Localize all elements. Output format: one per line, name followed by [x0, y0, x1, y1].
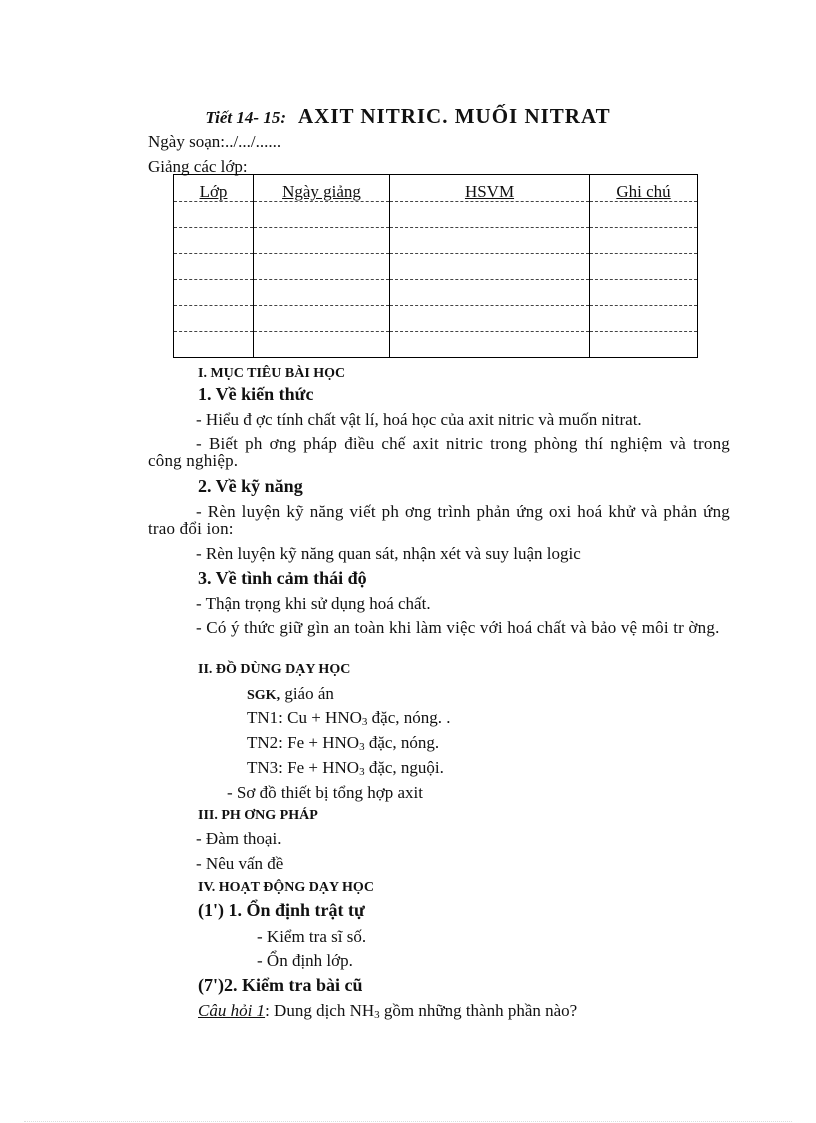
table-cell: [390, 228, 590, 254]
table-cell: [174, 228, 254, 254]
experiment-2: [247, 733, 439, 753]
page-bottom-divider: [24, 1121, 792, 1122]
lesson-title: [0, 104, 816, 129]
table-cell: [174, 280, 254, 306]
question-text: : Dung dịch NH: [265, 1001, 375, 1020]
experiment-3-sub: 3: [359, 766, 365, 778]
experiment-1-rest: đặc, nóng. .: [367, 708, 451, 727]
experiment-2-rest: đặc, nóng.: [364, 733, 440, 752]
method-item-1: - Đàm thoại.: [196, 829, 282, 848]
table-cell: [590, 202, 698, 228]
experiment-2-label: TN2: Fe + HNO: [247, 733, 360, 752]
experiment-2-sub: 3: [359, 741, 365, 753]
table-cell: [390, 306, 590, 332]
section-objectives-heading: I. MỤC TIÊU BÀI HỌC: [198, 366, 346, 381]
table-cell: [390, 280, 590, 306]
table-cell: [174, 332, 254, 358]
step1-item-1: - Kiểm tra sĩ số.: [257, 927, 367, 946]
lesson-name: AXIT NITRIC. MUỐI NITRAT: [297, 104, 611, 128]
table-cell: [590, 228, 698, 254]
lesson-number: Tiết 14- 15:: [205, 108, 286, 127]
experiment-1-sub: 3: [361, 716, 368, 728]
experiment-1-label: TN1: Cu + HNO: [247, 708, 362, 727]
table-cell: [390, 332, 590, 358]
table-cell: [254, 306, 390, 332]
prep-date: Ngày soạn:../.../......: [148, 132, 282, 151]
experiment-3-label: TN3: Fe + HNO: [247, 758, 360, 777]
materials-diagram: - Sơ đồ thiết bị tổng hợp axit: [227, 783, 423, 802]
table-row: [174, 306, 698, 332]
knowledge-heading: 1. Về kiến thức: [198, 384, 314, 404]
skills-item-1: - Rèn luyện kỹ năng viết ph ơng trình phản ứng oxi hoá khử và phản ứng trao đổi ion:: [148, 502, 730, 538]
table-cell: [254, 280, 390, 306]
class-schedule-table: [173, 174, 698, 358]
skills-item-2: - Rèn luyện kỹ năng quan sát, nhận xét và suy luận logic: [196, 544, 581, 563]
table-row: [174, 202, 698, 228]
knowledge-item-1: - Hiểu đ ợc tính chất vật lí, hoá học của axit nitric và muốn nitrat.: [196, 410, 642, 429]
table-cell: [174, 254, 254, 280]
knowledge-item-2: - Biết ph ơng pháp điều chế axit nitric trong phòng thí nghiệm và trong công nghiệp.: [148, 434, 730, 470]
col-header-notes: Ghi chú: [590, 175, 698, 202]
table-cell: [254, 228, 390, 254]
section-activities-heading: IV. HOẠT ĐỘNG DẠY HỌC: [198, 880, 374, 895]
table-cell: [254, 254, 390, 280]
table-cell: [590, 254, 698, 280]
experiment-3: [247, 758, 444, 778]
table-row: [174, 332, 698, 358]
table-cell: [390, 254, 590, 280]
table-cell: [174, 202, 254, 228]
question-1: [198, 1001, 577, 1021]
classes-label: Giảng các lớp:: [148, 157, 248, 176]
skills-heading: 2. Về kỹ năng: [198, 476, 303, 496]
question-label: Câu hỏi 1: [198, 1001, 266, 1020]
table-cell: [590, 280, 698, 306]
section-methods-heading: III. PH ƠNG PHÁP: [198, 808, 318, 823]
table-cell: [390, 202, 590, 228]
sgk-label: SGK,: [247, 688, 281, 703]
col-header-class: Lớp: [174, 175, 254, 202]
table-cell: [590, 332, 698, 358]
table-cell: [254, 332, 390, 358]
method-item-2: - Nêu vấn đề: [196, 854, 284, 873]
table-row: [174, 254, 698, 280]
step2-heading: (7')2. Kiểm tra bài cũ: [198, 975, 363, 995]
table-cell: [254, 202, 390, 228]
section-materials-heading: II. ĐỒ DÙNG DẠY HỌC: [198, 662, 351, 677]
question-rest: gồm những thành phần nào?: [379, 1001, 578, 1020]
attitude-item-2: - Có ý thức giữ gìn an toàn khi làm việc với hoá chất và bảo vệ môi tr ờng.: [196, 618, 720, 637]
question-sub: 3: [374, 1009, 380, 1021]
step1-item-2: - Ổn định lớp.: [257, 951, 353, 970]
table-cell: [174, 306, 254, 332]
table-cell: [590, 306, 698, 332]
col-header-absent: HSVM: [390, 175, 590, 202]
attitude-item-1: - Thận trọng khi sử dụng hoá chất.: [196, 594, 431, 613]
experiment-1: [247, 708, 451, 728]
attitude-heading: 3. Về tình cảm thái độ: [198, 568, 367, 588]
col-header-date: Ngày giảng: [254, 175, 390, 202]
table-row: [174, 228, 698, 254]
step1-heading: (1') 1. Ổn định trật tự: [198, 900, 365, 920]
sgk-rest: giáo án: [280, 684, 334, 703]
experiment-3-rest: đặc, nguội.: [364, 758, 444, 777]
table-header-row: [174, 175, 698, 202]
materials-sgk: [247, 684, 334, 704]
table-row: [174, 280, 698, 306]
